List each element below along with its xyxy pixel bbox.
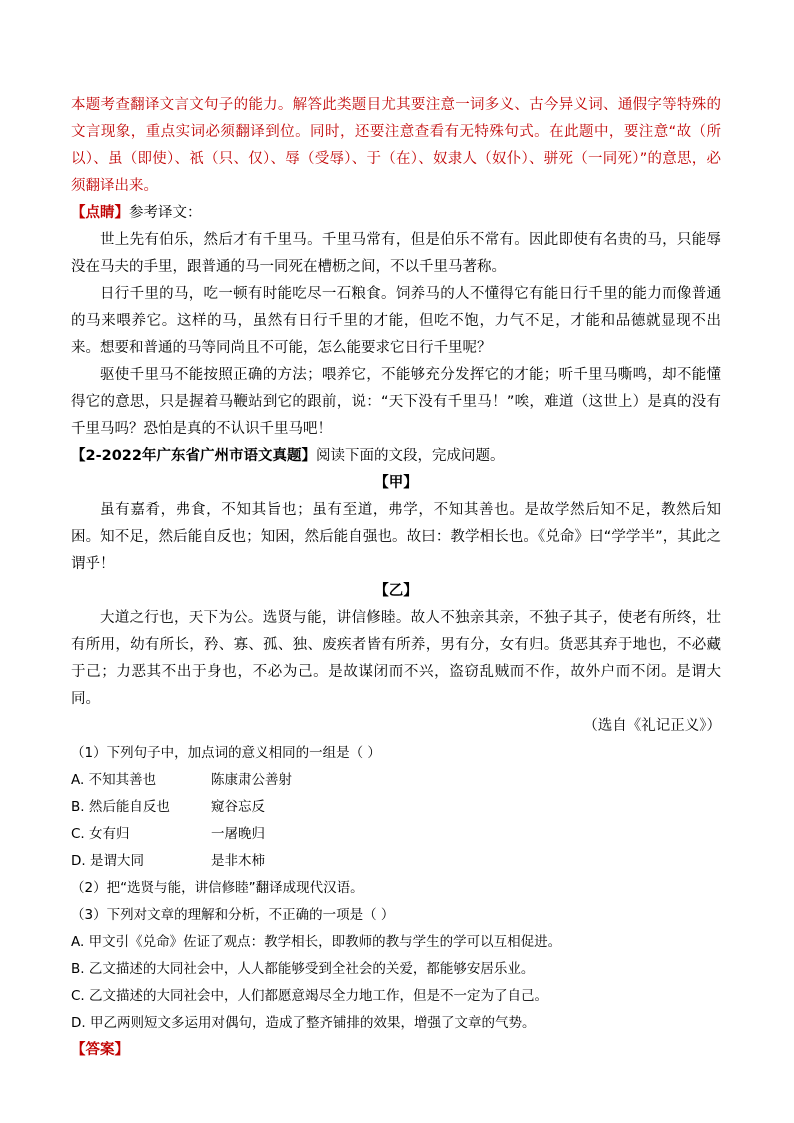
dianjing-tag: 【点睛】 <box>71 205 129 221</box>
source-citation: （选自《礼记正义》） <box>583 718 721 734</box>
question-instruction: 阅读下面的文段，完成问题。 <box>315 448 505 464</box>
reference-paragraph-3: 驱使千里马不能按照正确的方法；喂养它，不能够充分发挥它的才能；听千里马嘶鸣，却不能懂得它的意思，只是握着马鞭站到它的跟前，说：“天下没有千里马！”唉，难道（这世上）是真的没有千里马吗？恐怕是真的不认识千里马吧！ <box>71 367 721 437</box>
jia-title: 【甲】 <box>374 475 418 491</box>
question-3: （3）下列对文章的理解和分析，不正确的一项是（ ） <box>71 907 395 923</box>
question-2: （2）把“选贤与能，讲信修睦”翻译成现代汉语。 <box>71 880 364 896</box>
yi-text: 大道之行也，天下为公。选贤与能，讲信修睦。故人不独亲其亲，不独子其子，使老有所终，壮有所用，幼有所长，矜、寡、孤、独、废疾者皆有所养，男有分，女有归。货恶其弃于地也，不必藏于己；力恶其不出于身也，不必为己。是故谋闭而不兴，盗窃乱贼而不作，故外户而不闭。是谓大同。 <box>71 610 721 707</box>
question-heading <box>71 443 721 470</box>
q1-option-a: A. 不知其善也 陈康肃公善射 <box>71 772 292 788</box>
q1-option-b: B. 然后能自反也 窥谷忘反 <box>71 799 265 815</box>
question-source: 【2-2022年广东省广州市语文真题】 <box>71 448 316 464</box>
reference-paragraph-1: 世上先有伯乐，然后才有千里马。千里马常有，但是伯乐不常有。因此即使有名贵的马，只能辱没在马夫的手里，跟普通的马一同死在槽枥之间，不以千里马著称。 <box>71 232 721 275</box>
document-page <box>71 92 721 1064</box>
q3-option-b: B. 乙文描述的大同社会中，人人都能够受到全社会的关爱，都能够安居乐业。 <box>71 961 535 977</box>
q1-option-d: D. 是谓大同 是非木柿 <box>71 853 265 869</box>
reference-label: 参考译文： <box>129 205 202 221</box>
reference-heading <box>71 200 721 227</box>
analysis-text: 本题考查翻译文言文句子的能力。解答此类题目尤其要注意一词多义、古今异义词、通假字等特殊的文言现象，重点实词必须翻译到位。同时，还要注意查看有无特殊句式。在此题中，要注意“故（所以）、虽（即使）、祇（只、仅）、辱（受辱）、于（在）、奴隶人（奴仆）、骈死（一同死）”的意思，必须翻译出来。 <box>71 97 721 194</box>
answer-label: 【答案】 <box>71 1042 129 1058</box>
question-1: （1）下列句子中，加点词的意义相同的一组是（ ） <box>71 745 381 761</box>
reference-paragraph-2: 日行千里的马，吃一顿有时能吃尽一石粮食。饲养马的人不懂得它有能日行千里的能力而像普通的马来喂养它。这样的马，虽然有日行千里的才能，但吃不饱，力气不足，才能和品德就显现不出来。想要和普通的马等同尚且不可能，怎么能要求它日行千里呢？ <box>71 286 721 356</box>
q3-option-c: C. 乙文描述的大同社会中，人们都愿意竭尽全力地工作，但是不一定为了自己。 <box>71 988 549 1004</box>
yi-title: 【乙】 <box>374 583 418 599</box>
q1-option-c: C. 女有归 一屠晚归 <box>71 826 265 842</box>
jia-text: 虽有嘉肴，弗食，不知其旨也；虽有至道，弗学，不知其善也。是故学然后知不足，教然后知困。知不足，然后能自反也；知困，然后能自强也。故曰：教学相长也。《兑命》曰“学学半”，其此之谓乎！ <box>71 502 721 572</box>
q3-option-d: D. 甲乙两则短文多运用对偶句，造成了整齐铺排的效果，增强了文章的气势。 <box>71 1015 536 1031</box>
q3-option-a: A. 甲文引《兑命》佐证了观点：教学相长，即教师的教与学生的学可以互相促进。 <box>71 934 562 950</box>
